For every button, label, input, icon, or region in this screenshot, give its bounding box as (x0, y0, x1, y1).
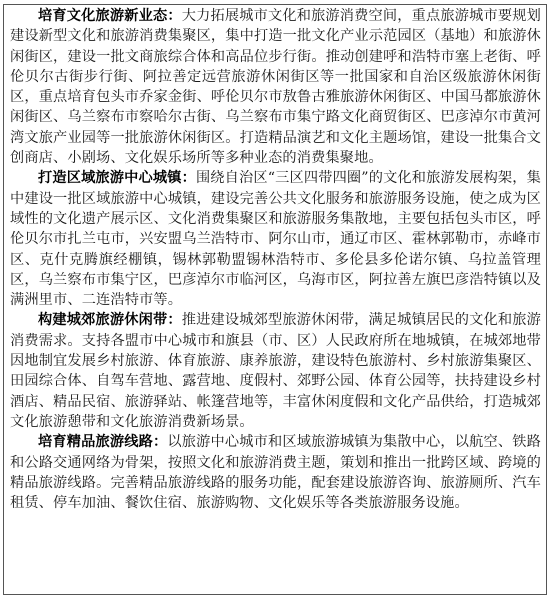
paragraph-heading: 打造区域旅游中心城镇： (38, 170, 196, 187)
paragraph-suburban-leisure-belt (10, 310, 541, 432)
paragraph-cultural-tourism-new-formats (10, 6, 541, 168)
paragraph-heading: 培育文化旅游新业态： (38, 8, 182, 24)
paragraph-heading: 培育精品旅游线路： (38, 434, 168, 451)
paragraph-premium-tourism-routes (10, 432, 541, 513)
paragraph-body: 大力拓展城市文化和旅游消费空间，重点旅游城市要规划建设新型文化和旅游消费集聚区，集中打造一批文化产业示范园区（基地）和旅游休闲街区，建设一批文商旅综合体和高品位步行街。推动创建呼和浩特市塞上老街、呼伦贝尔古街步行街、阿拉善定远营旅游休闲街区等一批国家和自治区级旅游休闲街区，重点培育包头市乔家金街、呼伦贝尔市敖鲁古雅旅游休闲街区、中国马都旅游休闲街区、乌兰察布市察哈尔古街、乌兰察布市集宁路文化商贸街区、巴彦淖尔市黄河湾文旅产业园等一批旅游休闲街区。打造精品演艺和文化主题场馆，建设一批集合文创商店、小剧场、文化娱乐场所等多种业态的消费集聚地。 (10, 8, 541, 167)
paragraph-regional-tourism-towns (10, 168, 541, 310)
paragraph-body: 围绕自治区“三区四带四圈”的文化和旅游发展构架，集中建设一批区域旅游中心城镇，建设完善公共文化服务和旅游服务设施，使之成为区域性的文化遗产展示区、文化消费集聚区和旅游服务集散地，主要包括包头市区，呼伦贝尔市扎兰屯市，兴安盟乌兰浩特市、阿尔山市，通辽市区、霍林郭勒市，赤峰市区、克什克腾旗经棚镇，锡林郭勒盟锡林浩特市、多伦县多伦诺尔镇、乌拉盖管理区，乌兰察布市集宁区，巴彦淖尔市临河区，乌海市区，阿拉善左旗巴彦浩特镇以及满洲里市、二连浩特市等。 (10, 170, 541, 309)
paragraph-body: 推进建设城郊型旅游休闲带，满足城镇居民的文化和旅游消费需求。支持各盟市中心城市和旗县（市、区）人民政府所在地城镇，在城郊地带因地制宜发展乡村旅游、体育旅游、康养旅游，建设特色旅游村、乡村旅游集聚区、田园综合体、自驾车营地、露营地、度假村、郊野公园、体育公园等，扶持建设乡村酒店、精品民宿、旅游驿站、帐篷营地等，丰富休闲度假和文化产品供给，打造城郊文化旅游憩带和文化旅游消费新场景。 (10, 312, 541, 430)
paragraph-body: 以旅游中心城市和区域旅游城镇为集散中心，以航空、铁路和公路交通网络为骨架，按照文化和旅游消费主题，策划和推出一批跨区域、跨境的精品旅游线路。完善精品旅游线路的服务功能，配套建设旅游咨询、旅游厕所、汽车租赁、停车加油、餐饮住宿、旅游购物、文化娱乐等各类旅游服务设施。 (10, 434, 541, 512)
paragraph-heading: 构建城郊旅游休闲带： (38, 312, 182, 329)
document-frame (3, 4, 547, 595)
